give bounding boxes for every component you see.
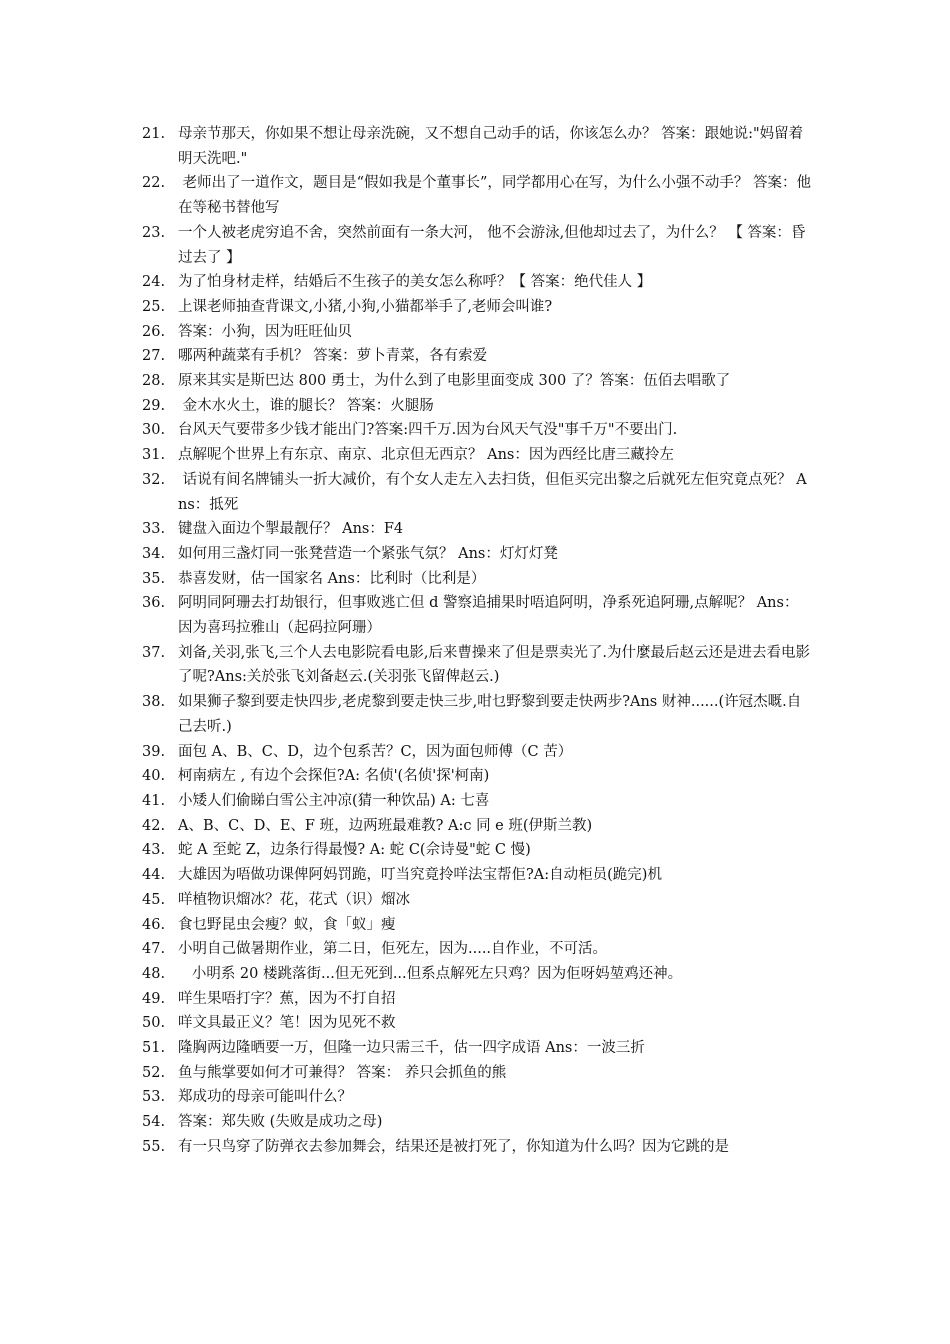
list-item	[142, 740, 812, 765]
item-text: 答案：小狗，因为旺旺仙贝	[178, 323, 352, 340]
item-number: 46.	[142, 916, 166, 933]
item-text: 为了怕身材走样，结婚后不生孩子的美女怎么称呼？【 答案：绝代佳人 】	[178, 274, 652, 291]
item-number: 31.	[142, 447, 166, 464]
item-text: 小明自己做暑期作业，第二日，佢死左，因为.....自作业，不可活。	[178, 941, 608, 958]
item-number: 38.	[142, 694, 166, 711]
item-number: 25.	[142, 298, 166, 315]
item-text: 如果狮子黎到要走快四步,老虎黎到要走快三步,咁乜野黎到要走快两步?Ans 财神......(许冠杰嘅.自己去听.)	[178, 694, 802, 735]
list-item	[142, 962, 812, 987]
item-number: 35.	[142, 570, 166, 587]
item-number: 26.	[142, 323, 166, 340]
item-number: 43.	[142, 842, 166, 859]
item-number: 29.	[142, 397, 166, 414]
list-item	[142, 641, 812, 690]
item-number: 23.	[142, 224, 166, 241]
item-text: A、B、C、D、E、F 班，边两班最难教? A:c 同 e 班(伊斯兰教)	[178, 817, 593, 834]
item-text: 隆胸两边隆晒要一万，但隆一边只需三千，估一四字成语 Ans：一波三折	[178, 1040, 645, 1057]
item-number: 33.	[142, 521, 166, 538]
item-number: 24.	[142, 274, 166, 291]
item-number: 39.	[142, 743, 166, 760]
list-item	[142, 171, 812, 220]
item-number: 30.	[142, 422, 166, 439]
item-text: 阿明同阿珊去打劫银行，但事败逃亡但 d 警察追捕果时唔追阿明，净系死追阿珊,点解呢？ Ans：因为喜玛拉雅山（起码拉阿珊）	[178, 595, 799, 637]
list-item	[142, 1036, 812, 1061]
item-text: 柯南病左 , 有边个会探佢?A: 名侦'(名侦'探'柯南)	[178, 768, 490, 785]
item-number: 41.	[142, 792, 166, 809]
item-number: 47.	[142, 941, 166, 958]
item-number: 44.	[142, 867, 166, 884]
item-number: 48.	[142, 965, 166, 982]
list-item	[142, 221, 812, 270]
item-text: 台风天气要带多少钱才能出门?答案:四千万.因为台风天气没"事千万"不要出门.	[178, 422, 678, 439]
item-text: 原来其实是斯巴达 800 勇士，为什么到了电影里面变成 300 了？答案：伍佰去唱歌了	[178, 373, 731, 390]
item-text: 话说有间名牌铺头一折大减价，有个女人走左入去扫货，但佢买完出黎之后就死左佢究竟点死？ Ans：抵死	[178, 471, 807, 513]
list-item	[142, 690, 812, 739]
list-item	[142, 838, 812, 863]
item-text: 金木水火土，谁的腿长？ 答案：火腿肠	[178, 397, 434, 414]
item-number: 34.	[142, 545, 166, 562]
item-text: 小矮人们偷睇白雪公主冲凉(猜一种饮品) A: 七喜	[178, 792, 490, 809]
item-number: 22.	[142, 175, 166, 192]
item-number: 42.	[142, 817, 166, 834]
list-item	[142, 987, 812, 1012]
list-item	[142, 1085, 812, 1110]
item-text: 答案：郑失败 (失败是成功之母)	[178, 1114, 383, 1131]
item-number: 36.	[142, 595, 166, 612]
item-number: 37.	[142, 644, 166, 661]
list-item	[142, 814, 812, 839]
list-item	[142, 1110, 812, 1135]
item-number: 51.	[142, 1040, 166, 1057]
list-item	[142, 517, 812, 542]
item-text: 小明系 20 楼跳落街...但无死到...但系点解死左只鸡？因为佢呀妈堃鸡还神。	[178, 965, 683, 982]
list-item	[142, 937, 812, 962]
list-item	[142, 418, 812, 443]
item-text: 郑成功的母亲可能叫什么？	[178, 1089, 352, 1106]
list-item	[142, 888, 812, 913]
item-number: 49.	[142, 990, 166, 1007]
item-number: 53.	[142, 1089, 166, 1106]
item-text: 咩植物识熘冰？花，花式（识）熘冰	[178, 891, 410, 908]
list-item	[142, 789, 812, 814]
list-item	[142, 122, 812, 171]
item-text: 鱼与熊掌要如何才可兼得？ 答案： 养只会抓鱼的熊	[178, 1064, 507, 1081]
item-number: 54.	[142, 1114, 166, 1131]
item-text: 老师出了一道作文，题目是“假如我是个董事长”，同学都用心在写，为什么小强不动手？ 答案：他在等秘书替他写	[178, 175, 812, 217]
list-item	[142, 369, 812, 394]
item-number: 40.	[142, 768, 166, 785]
list-item	[142, 764, 812, 789]
item-text: 咩生果唔打字？蕉，因为不打自招	[178, 990, 396, 1007]
item-text: 哪两种蔬菜有手机？ 答案：萝卜青菜，各有索爱	[178, 348, 488, 365]
item-number: 32.	[142, 471, 166, 488]
item-text: 咩文具最正义？笔！因为见死不救	[178, 1015, 396, 1032]
item-text: 上课老师抽查背课文,小猪,小狗,小猫都举手了,老师会叫谁?	[178, 298, 553, 315]
item-number: 50.	[142, 1015, 166, 1032]
list-item	[142, 1011, 812, 1036]
list-item	[142, 344, 812, 369]
item-text: 面包 A、B、C、D，边个包系苦？C，因为面包师傅（C 苦）	[178, 743, 573, 760]
list-item	[142, 567, 812, 592]
item-number: 21.	[142, 126, 166, 142]
list-item	[142, 591, 812, 640]
item-text: 大雄因为唔做功课俾阿妈罚跪，叮当究竟拎咩法宝帮佢?A:自动柜员(跪完)机	[178, 867, 662, 884]
item-text: 母亲节那天，你如果不想让母亲洗碗，又不想自己动手的话，你该怎么办？ 答案：跟她说:"妈留着明天洗吧."	[178, 126, 804, 167]
list-item	[142, 394, 812, 419]
list-item	[142, 1135, 812, 1160]
item-text: 食乜野昆虫会瘦？蚁，食「蚁」瘦	[178, 916, 396, 933]
list-item	[142, 863, 812, 888]
list-item	[142, 443, 812, 468]
item-text: 刘备,关羽,张飞,三个人去电影院看电影,后来曹操来了但是票卖光了.为什麼最后赵云还是进去看电影了呢?Ans:关於张飞刘备赵云.(关羽张飞留俾赵云.)	[178, 644, 811, 686]
riddle-list	[142, 122, 812, 1160]
item-number: 52.	[142, 1064, 166, 1081]
list-item	[142, 913, 812, 938]
item-text: 点解呢个世界上有东京、南京、北京但无西京？ Ans：因为西经比唐三藏拎左	[178, 447, 674, 464]
item-text: 恭喜发财，估一国家名 Ans：比利时（比利是）	[178, 570, 486, 587]
item-text: 如何用三盏灯同一张凳营造一个紧张气氛？ Ans：灯灯灯凳	[178, 545, 558, 562]
list-item	[142, 295, 812, 320]
item-text: 有一只鸟穿了防弹衣去参加舞会，结果还是被打死了，你知道为什么吗？因为它跳的是	[178, 1138, 729, 1155]
list-item	[142, 1061, 812, 1086]
list-item	[142, 270, 812, 295]
item-number: 45.	[142, 891, 166, 908]
list-item	[142, 320, 812, 345]
item-number: 27.	[142, 348, 166, 365]
item-text: 一个人被老虎穷追不舍，突然前面有一条大河， 他不会游泳,但他却过去了，为什么？ 【 答案：昏过去了 】	[178, 224, 806, 266]
item-number: 28.	[142, 373, 166, 390]
list-item	[142, 542, 812, 567]
item-number: 55.	[142, 1138, 166, 1155]
item-text: 蛇 A 至蛇 Z，边条行得最慢? A: 蛇 C(佘诗曼"蛇 C 慢)	[178, 842, 531, 859]
item-text: 键盘入面边个掣最靓仔？ Ans：F4	[178, 521, 404, 538]
list-item	[142, 468, 812, 517]
